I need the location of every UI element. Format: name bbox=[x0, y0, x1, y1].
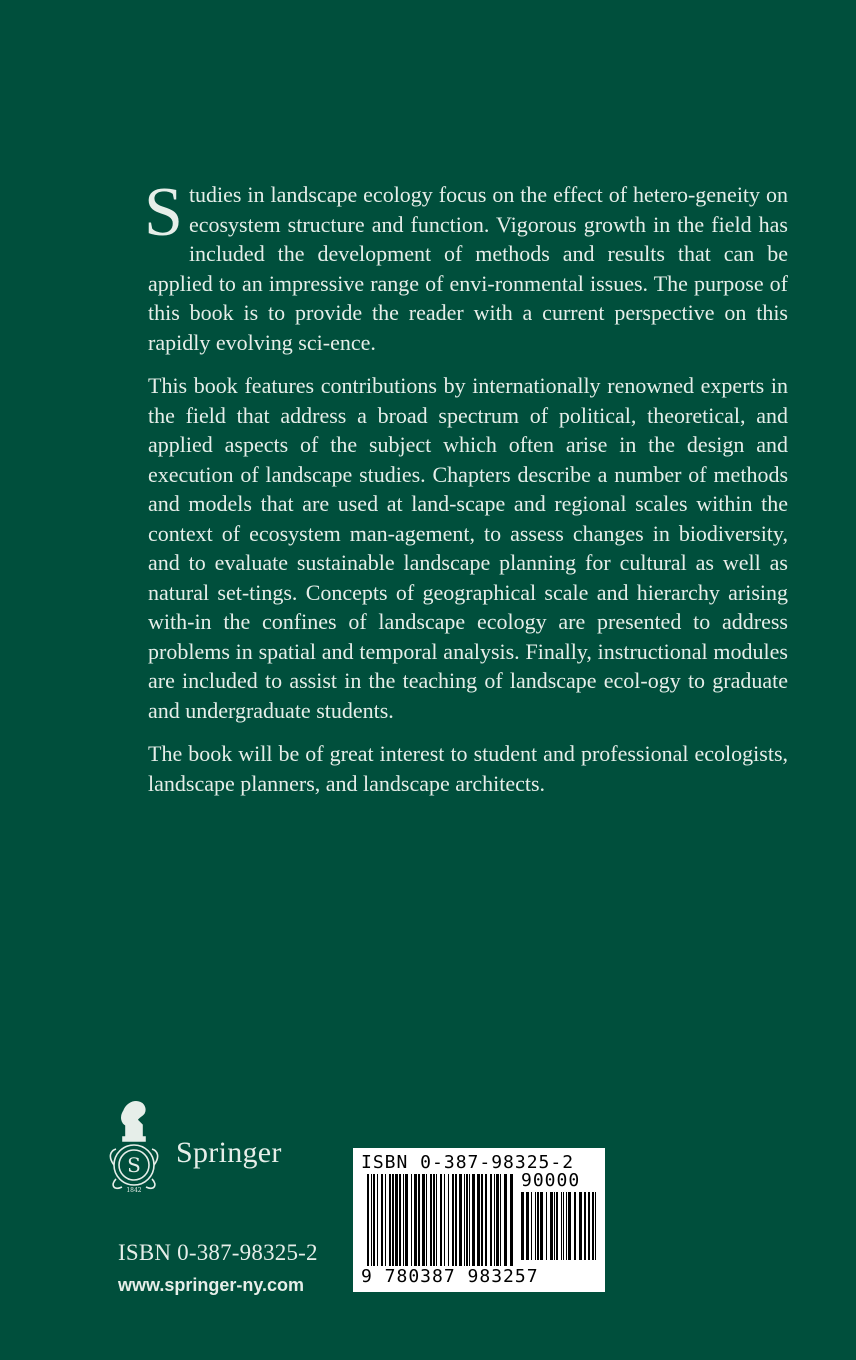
barcode-bar bbox=[389, 1174, 391, 1266]
barcode-bar bbox=[546, 1192, 547, 1260]
barcode-bar bbox=[444, 1174, 445, 1266]
barcode-bar bbox=[556, 1192, 558, 1260]
barcode-bar bbox=[550, 1192, 553, 1260]
barcode-bar bbox=[540, 1192, 543, 1260]
barcode-bar bbox=[574, 1192, 576, 1260]
barcode-bar bbox=[554, 1192, 555, 1260]
barcode-bar bbox=[584, 1192, 586, 1260]
blurb-paragraph-1-text: tudies in landscape ecology focus on the effect of hetero-geneity on ecosystem structure and function. Vigorous growth in the field has included the development of methods and results that can be applied to an impressive range of envi-ronmental issues. The purpose of this book is to provide the reader with a current perspective on this rapidly evolving sci-ence. bbox=[148, 182, 788, 355]
barcode-bar bbox=[521, 1192, 524, 1260]
publisher-name: Springer bbox=[176, 1136, 282, 1169]
barcode-price-code: 90000 bbox=[521, 1170, 581, 1191]
barcode-bar bbox=[399, 1174, 401, 1266]
barcode-bar bbox=[592, 1192, 594, 1260]
barcode-bar bbox=[469, 1174, 470, 1266]
barcode-bar bbox=[485, 1174, 487, 1266]
logo-year: 1842 bbox=[126, 1187, 142, 1194]
barcode-bar bbox=[381, 1174, 383, 1266]
barcode-bar bbox=[392, 1174, 394, 1266]
barcode-bar bbox=[395, 1174, 398, 1266]
barcode-bar bbox=[418, 1174, 420, 1266]
barcode-bar bbox=[433, 1174, 435, 1266]
barcode-bar bbox=[405, 1174, 408, 1266]
barcode-bar bbox=[426, 1174, 427, 1266]
back-cover-blurb bbox=[144, 174, 788, 812]
barcode-bar bbox=[595, 1192, 596, 1260]
barcode-bar bbox=[440, 1174, 442, 1266]
blurb-paragraph-1 bbox=[144, 174, 788, 357]
blurb-paragraph-3: The book will be of great interest to student and professional ecologists, landscape planners, and landscape architects. bbox=[148, 741, 788, 796]
barcode-bar bbox=[464, 1174, 465, 1266]
barcode-bar bbox=[494, 1174, 495, 1266]
barcode-bar bbox=[568, 1192, 571, 1260]
barcode-bar bbox=[496, 1174, 499, 1266]
barcode-bar bbox=[452, 1174, 454, 1266]
barcode-bar bbox=[588, 1192, 590, 1260]
barcode-bar bbox=[481, 1174, 483, 1266]
barcode-bar bbox=[504, 1174, 507, 1266]
barcode-bar bbox=[411, 1174, 412, 1266]
barcode-bar bbox=[385, 1174, 386, 1266]
barcode-bar bbox=[373, 1174, 375, 1266]
barcode-bar bbox=[371, 1174, 372, 1266]
barcode-bar bbox=[455, 1174, 457, 1266]
barcode-bar bbox=[436, 1174, 437, 1266]
isbn-text: ISBN 0-387-98325-2 bbox=[118, 1240, 318, 1265]
barcode-bar bbox=[477, 1174, 480, 1266]
barcode-bar bbox=[579, 1192, 582, 1260]
barcode-bar bbox=[367, 1174, 369, 1266]
barcode-bar bbox=[430, 1174, 432, 1266]
barcode-bar bbox=[403, 1174, 404, 1266]
website-url[interactable]: www.springer-ny.com bbox=[118, 1275, 305, 1295]
barcode-bar bbox=[448, 1174, 449, 1266]
barcode-bar bbox=[414, 1174, 417, 1266]
barcode-addon-bars bbox=[521, 1192, 599, 1260]
drop-cap: S bbox=[144, 174, 183, 251]
barcode-bar bbox=[490, 1174, 492, 1266]
barcode-bar bbox=[422, 1174, 425, 1266]
barcode-bars bbox=[367, 1174, 517, 1266]
barcode-bar bbox=[531, 1192, 532, 1260]
barcode-isbn: ISBN 0-387-98325-2 bbox=[361, 1152, 575, 1173]
barcode-bar bbox=[500, 1174, 501, 1266]
barcode-bar bbox=[537, 1192, 539, 1260]
barcode-bar bbox=[566, 1192, 567, 1260]
logo-seal-letter: S bbox=[127, 1153, 141, 1177]
barcode-bar bbox=[510, 1174, 513, 1266]
barcode-bar bbox=[561, 1192, 562, 1260]
barcode-bar bbox=[563, 1192, 564, 1260]
springer-knight-icon bbox=[104, 1095, 164, 1195]
barcode-bar bbox=[526, 1192, 529, 1260]
barcode bbox=[353, 1148, 605, 1292]
barcode-bar bbox=[377, 1174, 378, 1266]
barcode-bar bbox=[535, 1192, 536, 1260]
barcode-number: 9 780387 983257 bbox=[361, 1266, 539, 1287]
barcode-bar bbox=[472, 1174, 475, 1266]
barcode-bar bbox=[459, 1174, 462, 1266]
barcode-bar bbox=[466, 1174, 468, 1266]
blurb-paragraph-2: This book features contributions by internationally renowned experts in the field that address a broad spectrum of political, theoretical, and applied aspects of the subject which often arise in the design and execution of landscape studies. Chapters describe a number of methods and models that are used at land-scape and regional scales within the context of ecosystem man-agement, to assess changes in biodiversity, and to evaluate sustainable landscape planning for cultural as well as natural set-tings. Concepts of geographical scale and hierarchy arising with-in the confines of landscape ecology are presented to address problems in spatial and temporal analysis. Finally, instructional modules are included to assist in the teaching of landscape ecol-ogy to graduate and undergraduate students. bbox=[148, 373, 788, 723]
